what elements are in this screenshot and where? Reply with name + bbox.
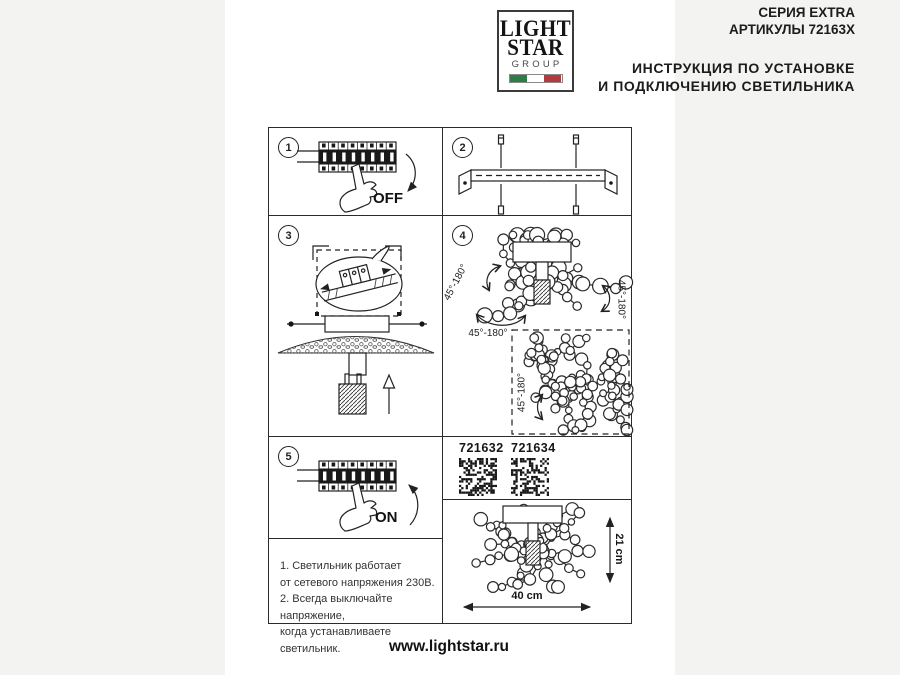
canopy-base (513, 242, 571, 262)
fixture-dimensions-panel (443, 500, 631, 623)
qr-code-image (459, 458, 497, 496)
rotation-inset-box (512, 330, 629, 434)
instruction-title-line1: ИНСТРУКЦИЯ ПО УСТАНОВКЕ (631, 60, 855, 76)
detail-balloon (316, 257, 402, 311)
rotate-arrow-icon (538, 395, 543, 419)
bracket-left-hole (463, 181, 467, 185)
step-3-number-badge: 3 (278, 225, 299, 246)
height-dimension-label: 21 cm (613, 533, 625, 565)
rotate-arrow-icon (477, 315, 525, 325)
on-label: ON (375, 509, 398, 526)
step-5-panel (269, 437, 442, 538)
ceiling-mount-illustration (269, 216, 442, 436)
rotate-arrow-icon (602, 286, 610, 311)
rotation-overlay (443, 216, 631, 436)
step-3-panel (269, 216, 442, 436)
rotate-arrow-icon (487, 266, 500, 290)
flag-green-segment (510, 75, 527, 82)
breaker-on-illustration (269, 437, 442, 538)
step-1-panel (269, 128, 442, 215)
instruction-title-line2: И ПОДКЛЮЧЕНИЮ СВЕТИЛЬНИКА (598, 78, 855, 94)
rotation-angle-label: 45°-180° (468, 328, 508, 339)
product-code-721634: 721634 (511, 441, 556, 455)
right-screw-icon (419, 321, 424, 326)
logo-star-text: STAR (507, 33, 564, 61)
dimensions-overlay (443, 500, 631, 623)
rotation-angle-label: 45°-180° (441, 262, 471, 303)
step-2-number-badge: 2 (452, 137, 473, 158)
decor-dome (278, 337, 434, 354)
rotation-angle-label: 45°-180° (516, 372, 528, 413)
left-screw-icon (288, 321, 293, 326)
breaker-off-illustration (269, 128, 442, 215)
step-4-number-badge: 4 (452, 225, 473, 246)
note-line: 2. Всегда выключайте напряжение, (280, 593, 393, 622)
logo-group-text: GROUP (511, 59, 563, 70)
note-line: когда устанавливаете светильник. (280, 626, 392, 655)
articles-label: АРТИКУЛЫ 72163X (729, 22, 855, 37)
logo-light-text: LIGHT (499, 14, 572, 42)
off-label: OFF (373, 190, 403, 207)
qr-code-image (511, 458, 549, 496)
mounting-bracket-illustration (443, 128, 631, 215)
bracket-right-hole (609, 181, 613, 185)
note-line: 1. Светильник работает (280, 560, 402, 572)
header-text-block (555, 4, 855, 95)
g9-bulb-icon (339, 374, 366, 414)
lamp-stem (528, 523, 538, 541)
step-5-number-badge: 5 (278, 446, 299, 467)
screw-icon (499, 184, 579, 214)
step-2-panel (443, 128, 631, 215)
document-page (225, 0, 855, 675)
step-1-number-badge: 1 (278, 137, 299, 158)
flag-white-segment (527, 75, 544, 82)
switch-down-arrow-icon (406, 154, 415, 191)
canopy-base (503, 506, 562, 523)
switch-up-arrow-icon (409, 485, 418, 525)
series-label: СЕРИЯ EXTRA (758, 5, 855, 20)
product-codes-panel (443, 437, 631, 499)
screw-icon (499, 135, 579, 168)
width-dimension-label: 40 cm (511, 590, 543, 602)
safety-notes-panel (269, 539, 442, 655)
lamp-socket (349, 353, 366, 375)
step-4-panel (443, 216, 631, 436)
product-code-721632: 721632 (459, 441, 504, 455)
note-line: от сетевого напряжения 230В. (280, 576, 435, 589)
lamp-stem (536, 262, 548, 280)
canopy-base (325, 316, 389, 332)
rotation-angle-label: 45°-180° (615, 279, 627, 320)
footer-url[interactable]: www.lightstar.ru (389, 638, 509, 655)
